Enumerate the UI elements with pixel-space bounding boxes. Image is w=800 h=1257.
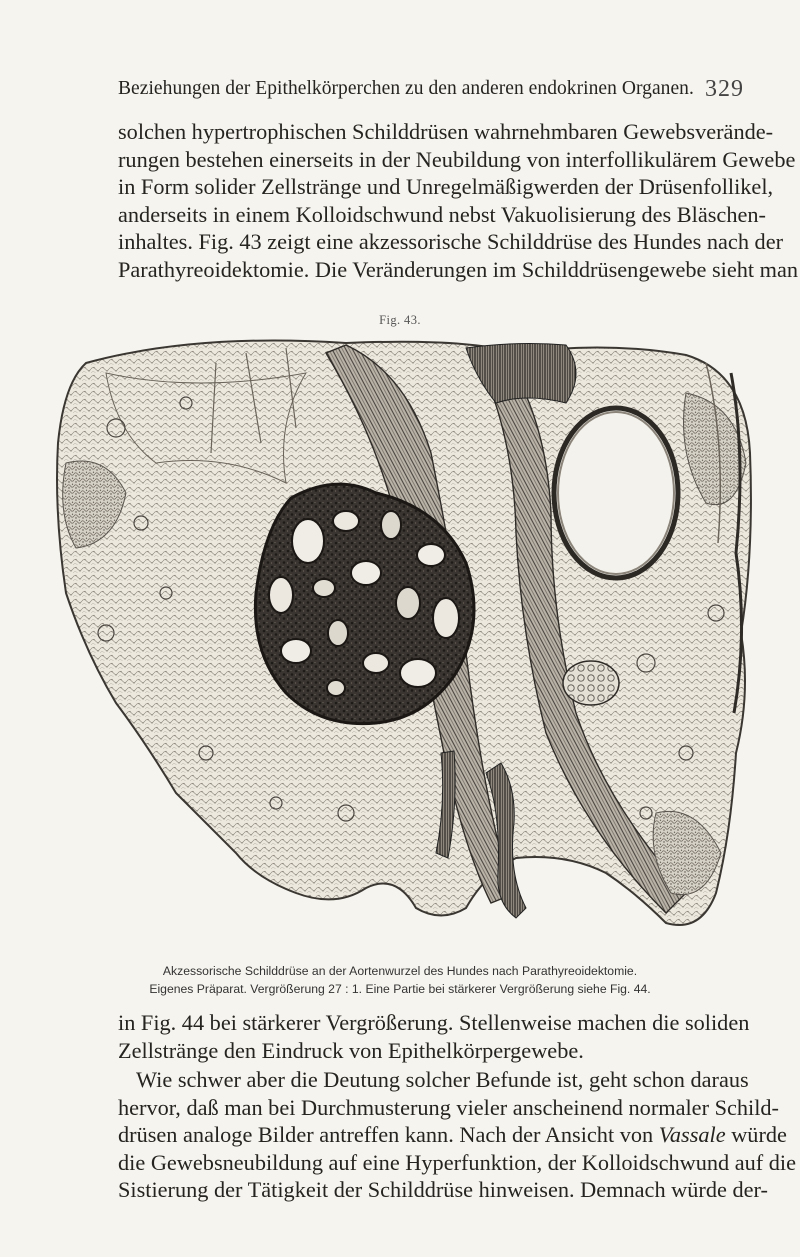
text-segment: drüsen analoge Bilder antreffen kann. Nach der Ansicht von bbox=[118, 1122, 659, 1148]
text-line: solchen hypertrophischen Schilddrüsen wahrnehmbaren Gewebsverände- bbox=[118, 119, 774, 144]
text-line: Zellstränge den Eindruck von Epithelkörpergewebe. bbox=[118, 1037, 584, 1063]
author-name: Vassale bbox=[658, 1122, 726, 1148]
text-line: Parathyreoidektomie. Die Veränderungen im Schilddrüsengewebe sieht man bbox=[118, 256, 799, 282]
text-line: anderseits in einem Kolloidschwund nebst Vakuolisierung des Bläschen- bbox=[118, 201, 766, 227]
text-line: in Fig. 44 bei stärkerer Vergrößerung. Stellenweise machen die soliden bbox=[118, 1010, 750, 1035]
figure-label: Fig. 43. bbox=[379, 313, 421, 327]
paragraph-3 bbox=[118, 1066, 797, 1204]
paragraph-2 bbox=[118, 1009, 750, 1064]
running-head bbox=[118, 78, 744, 106]
running-head-title: Beziehungen der Epithelkörperchen zu den anderen endokrinen Organen. bbox=[118, 78, 694, 99]
text-line: inhaltes. Fig. 43 zeigt eine akzessorische Schilddrüse des Hundes nach der bbox=[118, 229, 784, 255]
text-line: Sistierung der Tätigkeit der Schilddrüse hinweisen. Demnach würde der- bbox=[118, 1177, 768, 1203]
text-segment: würde bbox=[725, 1122, 787, 1148]
text-line: in Form solider Zellstränge und Unregelmäßigwerden der Drüsenfollikel, bbox=[118, 174, 774, 200]
figure-caption-line-1: Akzessorische Schilddrüse an der Aortenwurzel des Hundes nach Parathyreoidektomie. bbox=[162, 964, 638, 978]
text-line: Wie schwer aber die Deutung solcher Befunde ist, geht schon daraus bbox=[136, 1067, 749, 1092]
figure-caption-line-2: Eigenes Präparat. Vergrößerung 27 : 1. Eine Partie bei stärkerer Vergrößerung siehe Fig. 44. bbox=[149, 982, 651, 996]
histology-figure bbox=[46, 333, 758, 943]
text-line: die Gewebsneubildung auf eine Hyperfunktion, der Kolloidschwund auf die bbox=[118, 1149, 797, 1175]
text-line: rungen bestehen einerseits in der Neubildung von interfollikulärem Gewebe bbox=[118, 146, 796, 172]
text-line bbox=[118, 1121, 787, 1149]
text-line: hervor, daß man bei Durchmusterung vieler anscheinend normaler Schild- bbox=[118, 1094, 779, 1120]
paragraph-1 bbox=[118, 118, 799, 284]
histology-illustration bbox=[46, 333, 758, 943]
page-number: 329 bbox=[705, 76, 744, 102]
